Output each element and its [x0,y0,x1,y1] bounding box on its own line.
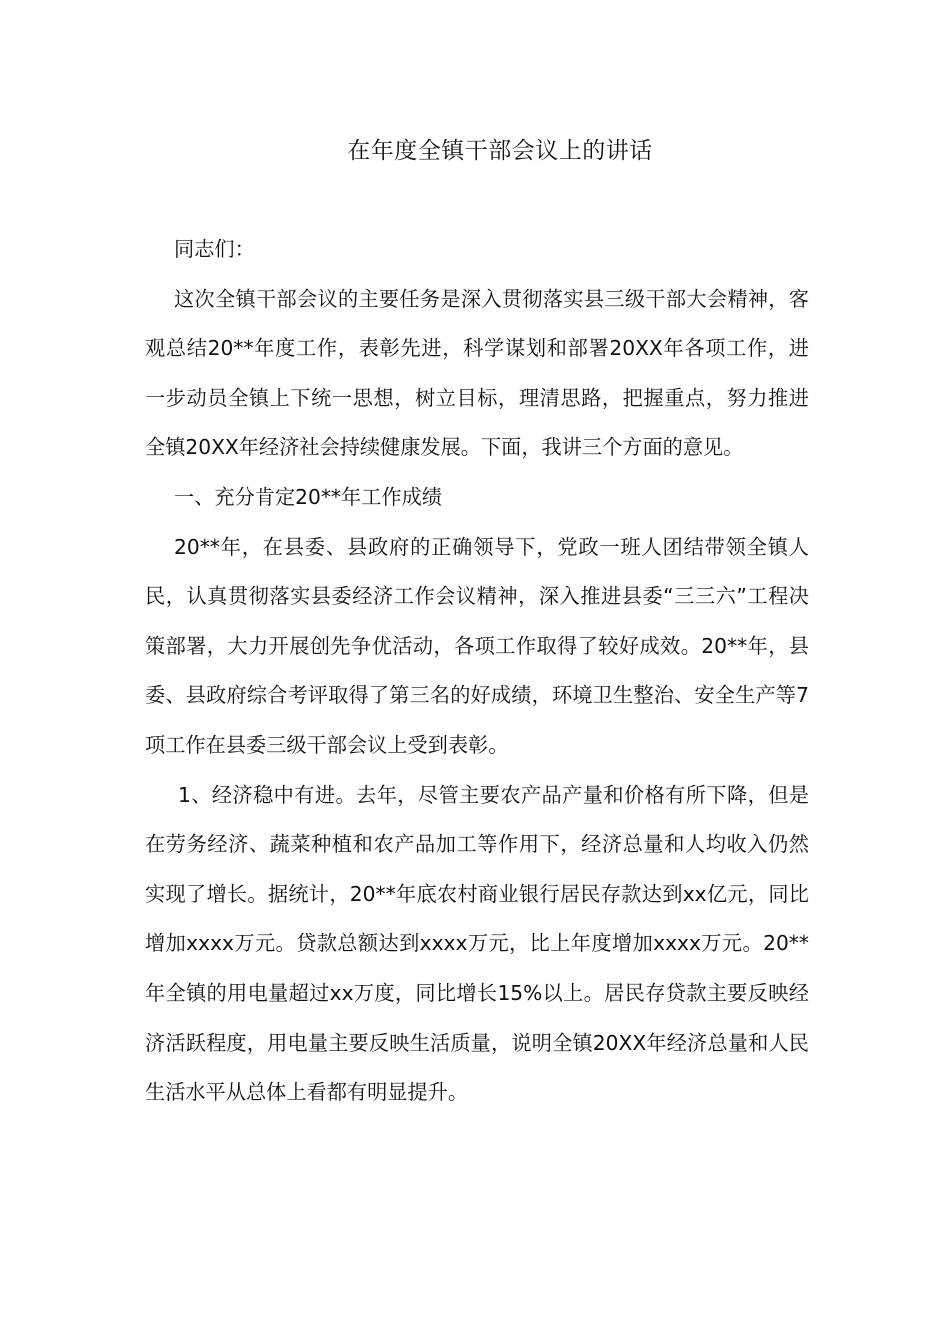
document-title: 在年度全镇干部会议上的讲话 [347,138,653,164]
salutation-paragraph: 同志们： [174,237,255,261]
document-body [145,225,809,1118]
achievements-paragraph: 20**年，在县委、县政府的正确领导下，党政一班人团结带领全镇人民，认真贯彻落实县委经济工作会议精神，深入推进县委“三三六”工程决策部署，大力开展创先争优活动，各项工作取得了较好成效。20**年，县委、县政府综合考评取得了第三名的好成绩，环境卫生整治、安全生产等7项工作在县委三级干部会议上受到表彰。 [145,534,809,757]
intro-paragraph: 这次全镇干部会议的主要任务是深入贯彻落实县三级干部大会精神，客观总结20**年度工作，表彰先进，科学谋划和部署20XX年各项工作，进一步动员全镇上下统一思想，树立目标，理清思路，把握重点，努力推进全镇20XX年经济社会持续健康发展。下面，我讲三个方面的意见。 [145,286,809,460]
economy-paragraph: 1、经济稳中有进。去年，尽管主要农产品产量和价格有所下降，但是在劳务经济、蔬菜种植和农产品加工等作用下，经济总量和人均收入仍然实现了增长。据统计，20**年底农村商业银行居民存款达到xx亿元，同比增加xxxx万元。贷款总额达到xxxx万元，比上年度增加xxxx万元。20**年全镇的用电量超过xx万度，同比增长15%以上。居民存贷款主要反映经济活跃程度，用电量主要反映生活质量，说明全镇20XX年经济总量和人民生活水平从总体上看都有明显提升。 [145,782,809,1105]
section-heading: 一、充分肯定20**年工作成绩 [174,484,442,509]
